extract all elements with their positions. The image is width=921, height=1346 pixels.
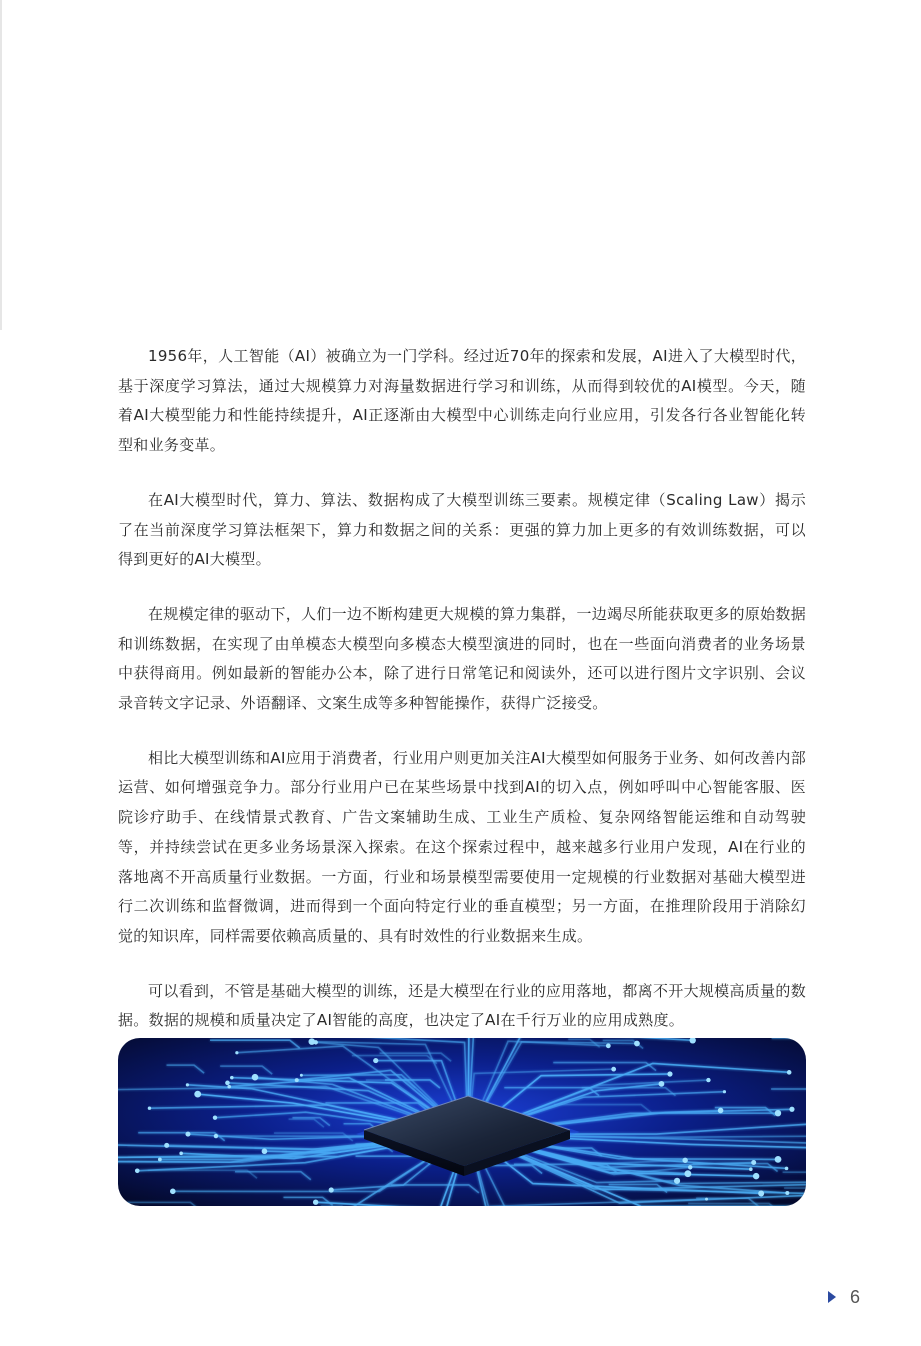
paragraph-4: 相比大模型训练和AI应用于消费者，行业用户则更加关注AI大模型如何服务于业务、如何改善内部运营、如何增强竞争力。部分行业用户已在某些场景中找到AI的切入点，例如呼叫中心智能客服、医院诊疗助手、在线情景式教育、广告文案辅助生成、工业生产质检、复杂网络智能运维和自动驾驶等，并持续尝试在更多业务场景深入探索。在这个探索过程中，越来越多行业用户发现，AI在行业的落地离不开高质量行业数据。一方面，行业和场景模型需要使用一定规模的行业数据对基础大模型进行二次训练和监督微调，进而得到一个面向特定行业的垂直模型；另一方面，在推理阶段用于消除幻觉的知识库，同样需要依赖高质量的、具有时效性的行业数据来生成。 [118,748,806,945]
circuit-pad [634,1041,640,1047]
circuit-pad [775,1156,782,1163]
circuit-pad [300,1074,303,1077]
circuit-pad [611,1067,616,1072]
circuit-pad [775,1110,781,1116]
circuit-pad [227,1085,231,1089]
circuit-pad [329,1187,334,1192]
circuit-pad [718,1108,724,1114]
circuit-pad [753,1173,759,1179]
left-margin-rule [0,0,2,330]
circuit-pad [751,1160,756,1165]
circuit-pad [706,1078,710,1082]
circuit-pad [758,1190,764,1196]
circuit-pad [214,1134,218,1138]
circuit-pad [667,1071,672,1076]
circuit-pad [185,1132,190,1137]
circuit-pad [785,1191,789,1195]
circuit-pad [194,1091,201,1098]
circuit-pad [723,1090,726,1093]
circuit-pad [225,1081,230,1086]
circuit-pad [148,1107,151,1110]
circuit-pad [606,1043,611,1048]
circuit-pad [252,1074,259,1081]
circuit-board-image [118,1038,806,1206]
circuit-pad [705,1198,708,1201]
circuit-pad [158,1158,162,1162]
page-number: 6 [850,1286,861,1307]
play-triangle-icon [828,1291,836,1303]
paragraph-3: 在规模定律的驱动下，人们一边不断构建更大规模的算力集群，一边竭尽所能获取更多的原始数据和训练数据，在实现了由单模态大模型向多模态大模型演进的同时，也在一些面向消费者的业务场景中获得商用。例如最新的智能办公本，除了进行日常笔记和阅读外，还可以进行图片文字识别、会议录音转文字记录、外语翻译、文案生成等多种智能操作，获得广泛接受。 [118,604,806,713]
circuit-pad [688,1165,692,1169]
circuit-pad [785,1167,789,1171]
page-footer [828,1285,860,1309]
circuit-pad [230,1076,234,1080]
circuit-pad [659,1081,665,1087]
circuit-pad [262,1148,268,1154]
circuit-pad [295,1078,299,1082]
circuit-pad [373,1058,378,1063]
circuit-pad [213,1115,217,1119]
circuit-pad [314,1040,318,1044]
circuit-pad [164,1143,169,1148]
circuit-pad [682,1158,687,1163]
circuit-pad [749,1167,753,1171]
body-text [118,342,806,1061]
circuit-pad [186,1083,189,1086]
circuit-pad [170,1189,176,1195]
circuit-pad [135,1169,140,1174]
paragraph-5: 可以看到，不管是基础大模型的训练，还是大模型在行业的应用落地，都离不开大规模高质量的数据。数据的规模和质量决定了AI智能的高度，也决定了AI在千行万业的应用成熟度。 [118,981,806,1030]
circuit-pad [674,1178,680,1184]
circuit-pad [179,1152,183,1156]
paragraph-2: 在AI大模型时代，算力、算法、数据构成了大模型训练三要素。规模定律（Scaling Law）揭示了在当前深度学习算法框架下，算力和数据之间的关系：更强的算力加上更多的有效训练数据，可以得到更好的AI大模型。 [118,490,806,569]
paragraph-1: 1956年，人工智能（AI）被确立为一门学科。经过近70年的探索和发展，AI进入了大模型时代，基于深度学习算法，通过大规模算力对海量数据进行学习和训练，从而得到较优的AI模型。今天，随着AI大模型能力和性能持续提升，AI正逐渐由大模型中心训练走向行业应用，引发各行各业智能化转型和业务变革。 [118,347,806,455]
circuit-pad [789,1107,794,1112]
circuit-pad [313,1200,318,1205]
circuit-pad [684,1170,691,1177]
circuit-pad [235,1051,238,1054]
circuit-pad [787,1070,792,1075]
circuit-chip-illustration [118,1038,806,1206]
